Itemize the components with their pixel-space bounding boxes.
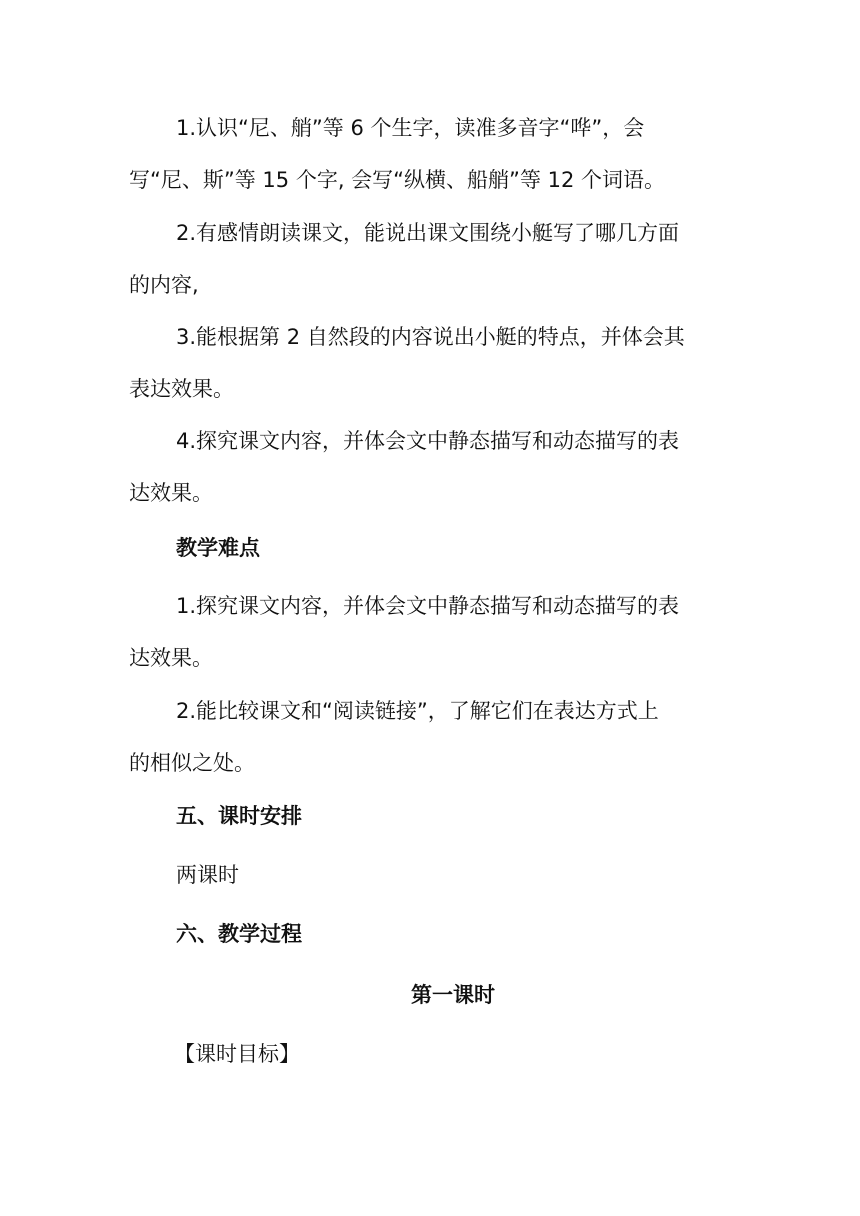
goal-item-4-line2: 达效果。 bbox=[129, 481, 213, 505]
goal-item-2 bbox=[129, 207, 733, 311]
schedule-text: 两课时 bbox=[176, 863, 239, 887]
process-heading: 六、教学过程 bbox=[176, 922, 302, 946]
schedule-heading: 五、课时安排 bbox=[176, 804, 302, 828]
goal-item-4-line1: 4.探究课文内容，并体会文中静态描写和动态描写的表 bbox=[176, 429, 680, 453]
lesson-title: 第一课时 bbox=[411, 983, 495, 1007]
goal-item-3-line1: 3.能根据第 2 自然段的内容说出小艇的特点，并体会其 bbox=[176, 325, 685, 349]
goal-item-4 bbox=[129, 415, 733, 519]
difficulty-item-1-line2: 达效果。 bbox=[129, 646, 213, 670]
goal-item-2-line1: 2.有感情朗读课文，能说出课文围绕小艇写了哪几方面 bbox=[176, 221, 680, 245]
lesson-goal-label: 【课时目标】 bbox=[174, 1042, 300, 1066]
goal-item-1-line2: 写“尼、斯”等 15 个字, 会写“纵横、船艄”等 12 个词语。 bbox=[129, 168, 666, 192]
goal-item-2-line2: 的内容, bbox=[129, 273, 199, 297]
difficulty-item-1-line1: 1.探究课文内容，并体会文中静态描写和动态描写的表 bbox=[176, 594, 680, 618]
goal-item-1 bbox=[129, 102, 733, 206]
difficulty-item-2 bbox=[129, 685, 733, 789]
difficulty-item-1 bbox=[129, 580, 733, 684]
difficulties-heading: 教学难点 bbox=[176, 536, 260, 560]
difficulty-item-2-line2: 的相似之处。 bbox=[129, 751, 255, 775]
goal-item-3 bbox=[129, 311, 733, 415]
difficulty-item-2-line1: 2.能比较课文和“阅读链接”，了解它们在表达方式上 bbox=[176, 699, 659, 723]
goal-item-1-line1: 1.认识“尼、艄”等 6 个生字，读准多音字“哗”，会 bbox=[176, 116, 645, 140]
goal-item-3-line2: 表达效果。 bbox=[129, 377, 234, 401]
